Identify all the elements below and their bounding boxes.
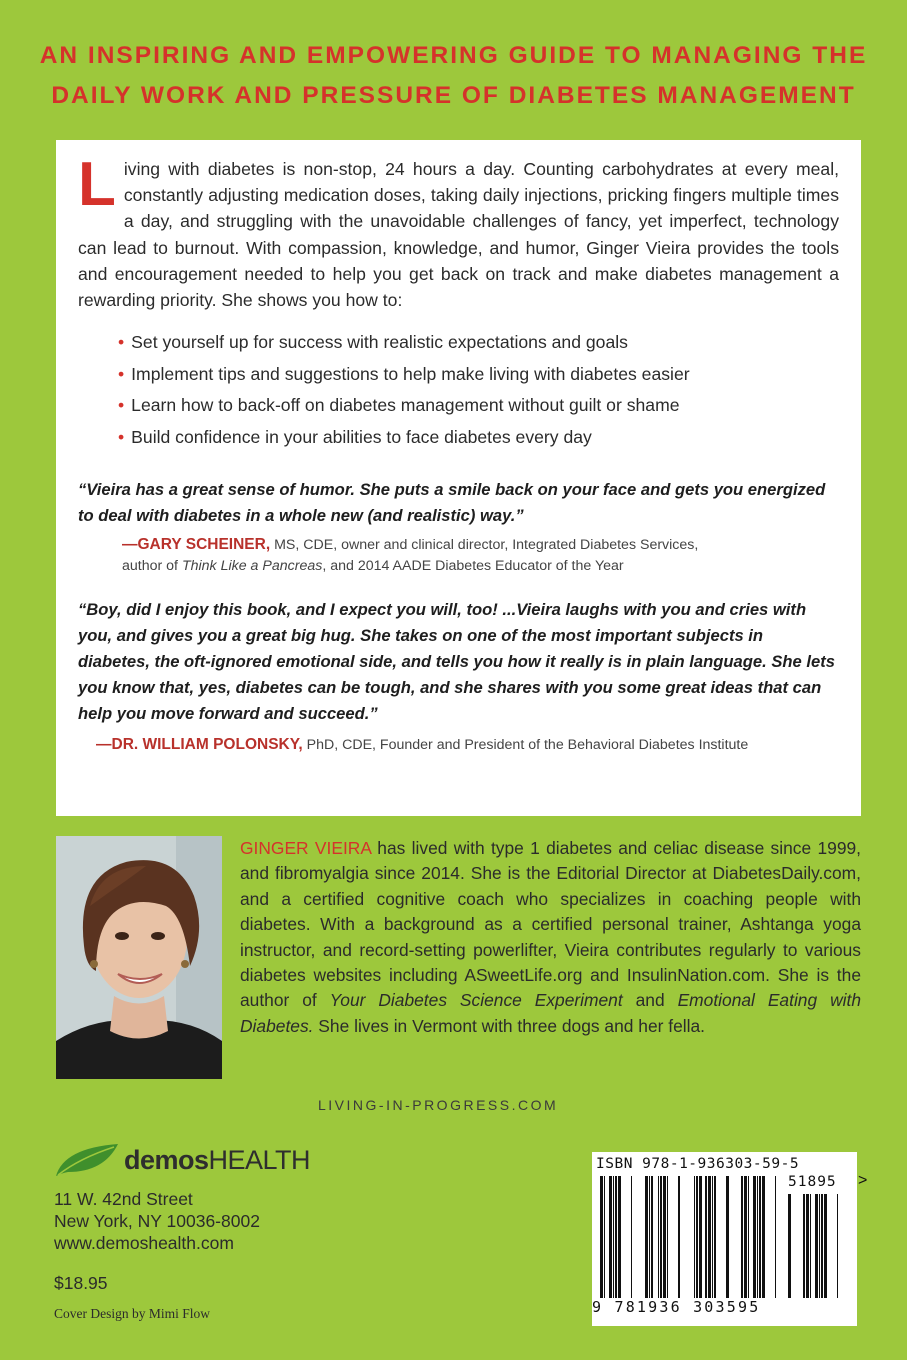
headline-line-1: AN INSPIRING AND EMPOWERING GUIDE TO MANAGING THE <box>39 42 868 69</box>
author-photo <box>56 836 222 1079</box>
bullet-icon: • <box>118 363 125 384</box>
book-title: Your Diabetes Science Experiment <box>329 990 623 1011</box>
publisher-url: www.demoshealth.com <box>54 1233 234 1253</box>
intro-paragraph <box>78 150 839 313</box>
address-line-1: 11 W. 42nd Street <box>54 1189 193 1209</box>
author-portrait-illustration <box>56 836 222 1079</box>
bullet-icon: • <box>118 395 125 416</box>
price: $18.95 <box>54 1273 108 1293</box>
benefit-list <box>118 327 839 453</box>
cover-design-credit: Cover Design by Mimi Flow <box>54 1306 211 1321</box>
bullet-icon: • <box>118 426 125 447</box>
bullet-icon: • <box>118 332 125 353</box>
author-name: GINGER VIEIRA <box>240 838 371 858</box>
testimonial-attribution-1: —GARY SCHEINER, MS, CDE, owner and clinical director, Integrated Diabetes Services, author of Think Like a Pancreas, and 2014 AADE Diabetes Educator of the Year <box>122 535 699 574</box>
book-title: Think Like a Pancreas <box>181 557 323 574</box>
author-bio: GINGER VIEIRA has lived with type 1 diabetes and celiac disease since 1999, and fibromyalgia since 2014. She is the Editorial Director at DiabetesDaily.com, and a certified cognitive coach who specializes in coaching people with diabetes. With a background as a certified personal trainer, Ashtanga yoga instructor, and record-setting powerlifter, Vieira contributes regularly to various diabetes websites including ASweetLife.org and InsulinNation.com. She is the author of Your Diabetes Science Experiment and Emotional Eating with Diabetes. She lives in Vermont with three dogs and her fella. <box>240 838 862 1036</box>
publisher-name: demosHEALTH <box>124 1145 311 1175</box>
intro-text: iving with diabetes is non-stop, 24 hours a day. Counting carbohydrates at every meal, constantly adjusting medication doses, taking daily injections, pricking fingers multiple times a day, and struggling with the unavoidable challenges of fancy, yet imperfect, technology can lead to burnout. With compassion, knowledge, and humor, Ginger Vieira provides the tools and encouragement needed to help you get back on track and make diabetes management a rewarding priority. She shows you how to: <box>78 159 839 311</box>
attribution-dash: — <box>122 535 138 553</box>
author-website: LIVING-IN-PROGRESS.COM <box>318 1097 559 1113</box>
chevron-right-icon: > <box>858 1172 868 1189</box>
list-item: • Implement tips and suggestions to help make living with diabetes easier <box>118 363 690 384</box>
testimonial-quote-2: “Boy, did I enjoy this book, and I expect you will, too! ...Vieira laughs with you and cries with you, and gives you a great big hug. She takes on one of the most important subjects in diabetes, the oft-ignored emotional side, and tells you how it really is in plain language. She lets you know that, yes, diabetes can be tough, and she shares with you some great ideas that can help you move forward and succeed.” <box>78 599 835 724</box>
publisher-address <box>54 1188 260 1254</box>
price-code: 51895 <box>788 1174 837 1190</box>
address-line-2: New York, NY 10036-8002 <box>54 1211 260 1231</box>
list-item: • Set yourself up for success with realistic expectations and goals <box>118 332 628 353</box>
list-item: • Learn how to back-off on diabetes management without guilt or shame <box>118 395 680 416</box>
isbn-barcode <box>592 1152 857 1326</box>
testimonial-quote-1: “Vieira has a great sense of humor. She puts a smile back on your face and gets you energized to deal with diabetes in a whole new (and realistic) way.” <box>78 480 826 526</box>
testimonial-attribution-2: —DR. WILLIAM POLONSKY, PhD, CDE, Founder and President of the Behavioral Diabetes Institute <box>96 735 749 753</box>
attribution-name: DR. WILLIAM POLONSKY, <box>111 735 303 753</box>
description-panel <box>56 140 861 816</box>
attribution-name: GARY SCHEINER, <box>137 535 271 553</box>
drop-cap: L <box>78 150 116 219</box>
attribution-dash: — <box>96 735 112 753</box>
headline <box>30 36 877 116</box>
book-title: Emotional Eating with Diabetes. <box>240 990 862 1036</box>
list-item: • Build confidence in your abilities to face diabetes every day <box>118 426 592 447</box>
headline-line-2: DAILY WORK AND PRESSURE OF DIABETES MANAGEMENT <box>51 82 856 109</box>
isbn-number: ISBN 978-1-936303-59-5 <box>596 1156 800 1172</box>
barcode-digits: 9 781936 303595 <box>592 1298 761 1316</box>
leaf-icon <box>54 1142 120 1178</box>
